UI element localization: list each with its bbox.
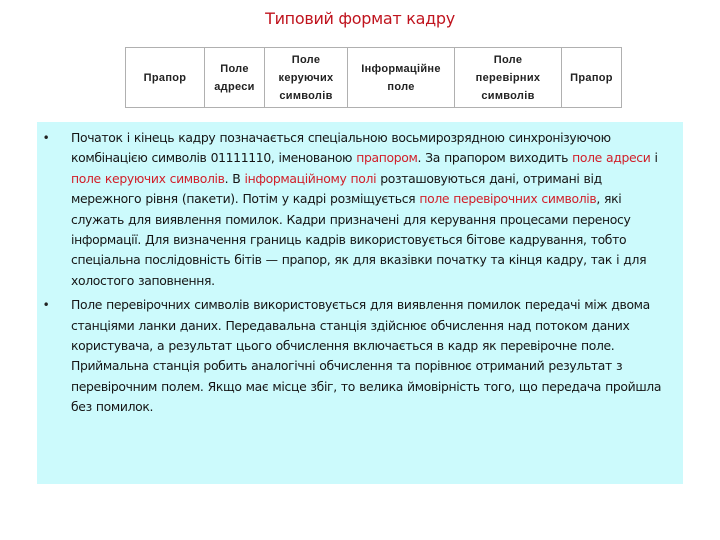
cell-information-field xyxy=(348,48,455,108)
text-segment: . В xyxy=(224,170,245,186)
cell-text: Інформаційне xyxy=(361,62,441,75)
cell-text: Поле xyxy=(220,62,249,75)
bullet-item-frame-description xyxy=(37,128,683,291)
cell-text: Поле xyxy=(493,53,523,66)
cell-text: адреси xyxy=(214,80,255,93)
cell-check-field xyxy=(455,48,562,108)
cell-control-field xyxy=(265,48,348,108)
bullet-icon: • xyxy=(42,298,50,313)
highlighted-term: інформаційному полі xyxy=(244,170,377,186)
cell-text: символів xyxy=(279,89,333,102)
highlighted-term: поле адреси xyxy=(572,150,651,166)
cell-address-field xyxy=(205,48,265,108)
cell-text: Поле xyxy=(291,53,321,66)
text-segment: розташовуються дані, отримані від мережного рівня (пакети). Потім у кадрі розміщується xyxy=(71,170,602,207)
text-segment: і xyxy=(650,150,658,166)
cell-text: перевірних xyxy=(475,71,541,84)
text-segment: Початок і кінець кадру позначається спеціальною восьмирозрядною синхронізуючою комбінацією символів 01111110, іменованою xyxy=(71,130,611,166)
highlighted-term: прапором xyxy=(356,150,418,166)
highlighted-term: поле керуючих символів xyxy=(71,170,225,186)
text-segment: , які служать для виявлення помилок. Кадри призначені для керування процесами переносу інформації. Для визначення границь кадрів використовується бітове кадрування, тобто спеціальна послідовність бітів — прапор, як для вказівки початку та кінця кадру, так і для холостого заповнення. xyxy=(71,191,647,288)
text-segment: . За прапором виходить xyxy=(417,150,573,166)
slide-title: Типовий формат кадру xyxy=(265,9,455,28)
cell-text: поле xyxy=(387,80,415,93)
bullet-icon: • xyxy=(42,131,50,145)
text-segment: Поле перевірочних символів використовується для виявлення помилок передачі між двома станціями ланки даних. Передавальна станція здійснює обчислення над потоком даних користувача, а результат цього обчислення включається в кадр як перевірочне поле. Приймальна станція робить аналогічні обчислення та порівнює отриманий результат з перевірочним полем. Якщо має місце збіг, то велика ймовірність того, що передача пройшла без помилок. xyxy=(71,297,662,415)
cell-flag-start xyxy=(126,48,205,108)
highlighted-term: поле перевірочних символів xyxy=(419,191,597,207)
content-panel xyxy=(37,122,683,484)
cell-flag-end xyxy=(562,48,622,108)
frame-format-row xyxy=(126,48,622,108)
bullet-item-check-field xyxy=(37,295,683,417)
cell-text: Прапор xyxy=(143,71,187,84)
cell-text: керуючих xyxy=(278,71,334,84)
bullet-list xyxy=(37,128,683,418)
frame-format-table xyxy=(125,47,622,108)
cell-text: символів xyxy=(481,89,535,102)
cell-text: Прапор xyxy=(570,71,613,84)
